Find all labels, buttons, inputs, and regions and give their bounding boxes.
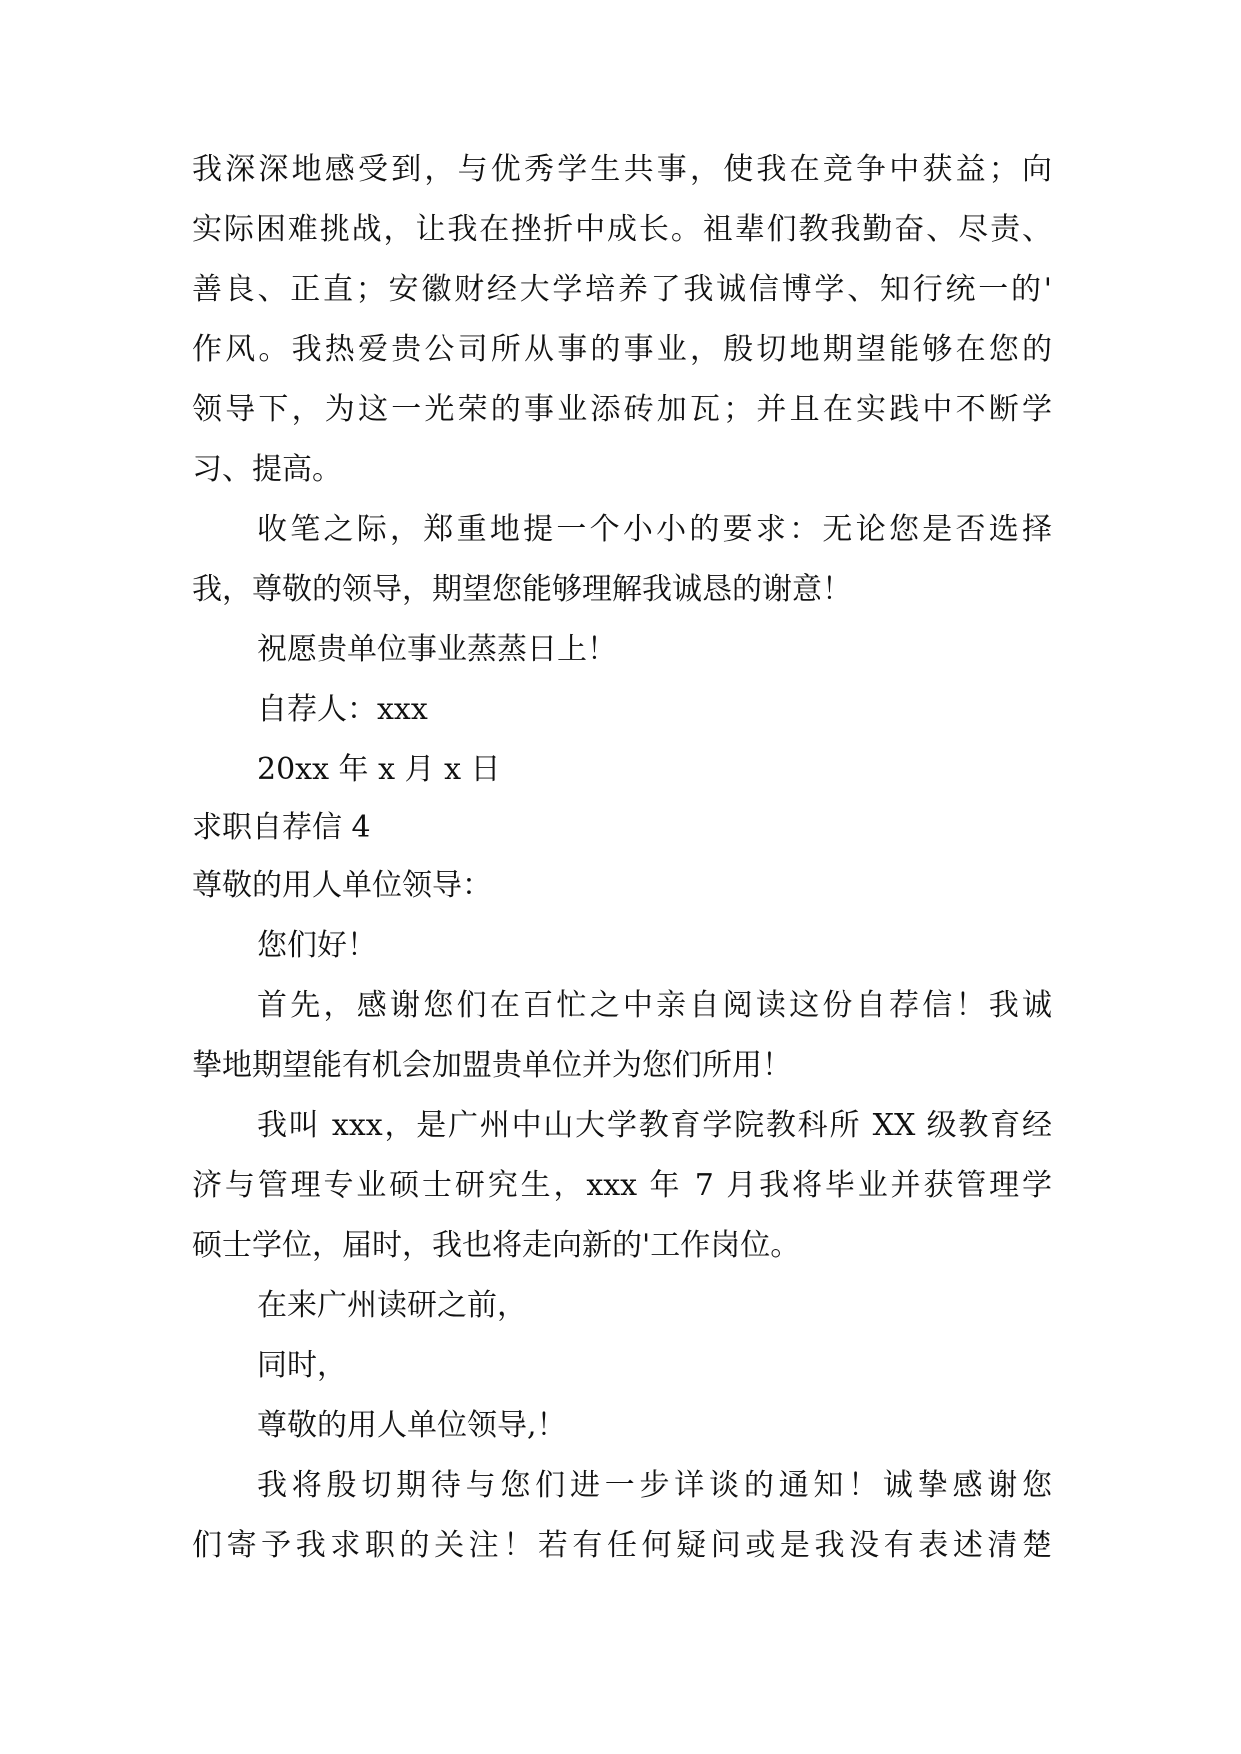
text-line: 我将殷切期待与您们进一步详谈的通知！诚挚感谢您 bbox=[257, 1468, 1052, 1503]
text-line: 我深深地感受到，与优秀学生共事，使我在竞争中获益；向 bbox=[192, 152, 1052, 187]
date: 20xx 年 x 月 x 日 bbox=[257, 752, 501, 787]
text-line: 们寄予我求职的关注！若有任何疑问或是我没有表述清楚 bbox=[192, 1528, 1052, 1563]
text-line: 济与管理专业硕士研究生，xxx 年 7 月我将毕业并获管理学 bbox=[192, 1168, 1052, 1203]
salutation: 尊敬的用人单位领导： bbox=[192, 868, 492, 903]
text-line: 硕士学位，届时，我也将走向新的'工作岗位。 bbox=[192, 1228, 801, 1263]
text-line: 领导下，为这一光荣的事业添砖加瓦；并且在实践中不断学 bbox=[192, 392, 1052, 427]
closing-wish: 祝愿贵单位事业蒸蒸日上！ bbox=[257, 632, 617, 667]
signature: 自荐人：xxx bbox=[257, 692, 428, 727]
text-line: 尊敬的用人单位领导,！ bbox=[257, 1408, 567, 1443]
text-line: 收笔之际，郑重地提一个小小的要求：无论您是否选择 bbox=[257, 512, 1052, 547]
text-line: 首先，感谢您们在百忙之中亲自阅读这份自荐信！我诚 bbox=[257, 988, 1052, 1023]
text-line: 同时， bbox=[257, 1348, 347, 1383]
greeting: 您们好！ bbox=[257, 928, 377, 963]
text-line: 习、提高。 bbox=[192, 452, 342, 487]
text-line: 我叫 xxx，是广州中山大学教育学院教科所 XX 级教育经 bbox=[257, 1108, 1052, 1143]
text-line: 我，尊敬的领导，期望您能够理解我诚恳的谢意！ bbox=[192, 572, 852, 607]
letter-title: 求职自荐信 4 bbox=[192, 810, 371, 845]
text-line: 作风。我热爱贵公司所从事的事业，殷切地期望能够在您的 bbox=[192, 332, 1052, 367]
text-line: 挚地期望能有机会加盟贵单位并为您们所用！ bbox=[192, 1048, 792, 1083]
text-line: 实际困难挑战，让我在挫折中成长。祖辈们教我勤奋、尽责、 bbox=[192, 212, 1052, 247]
text-line: 善良、正直；安徽财经大学培养了我诚信博学、知行统一的' bbox=[192, 272, 1052, 307]
text-line: 在来广州读研之前， bbox=[257, 1288, 527, 1323]
